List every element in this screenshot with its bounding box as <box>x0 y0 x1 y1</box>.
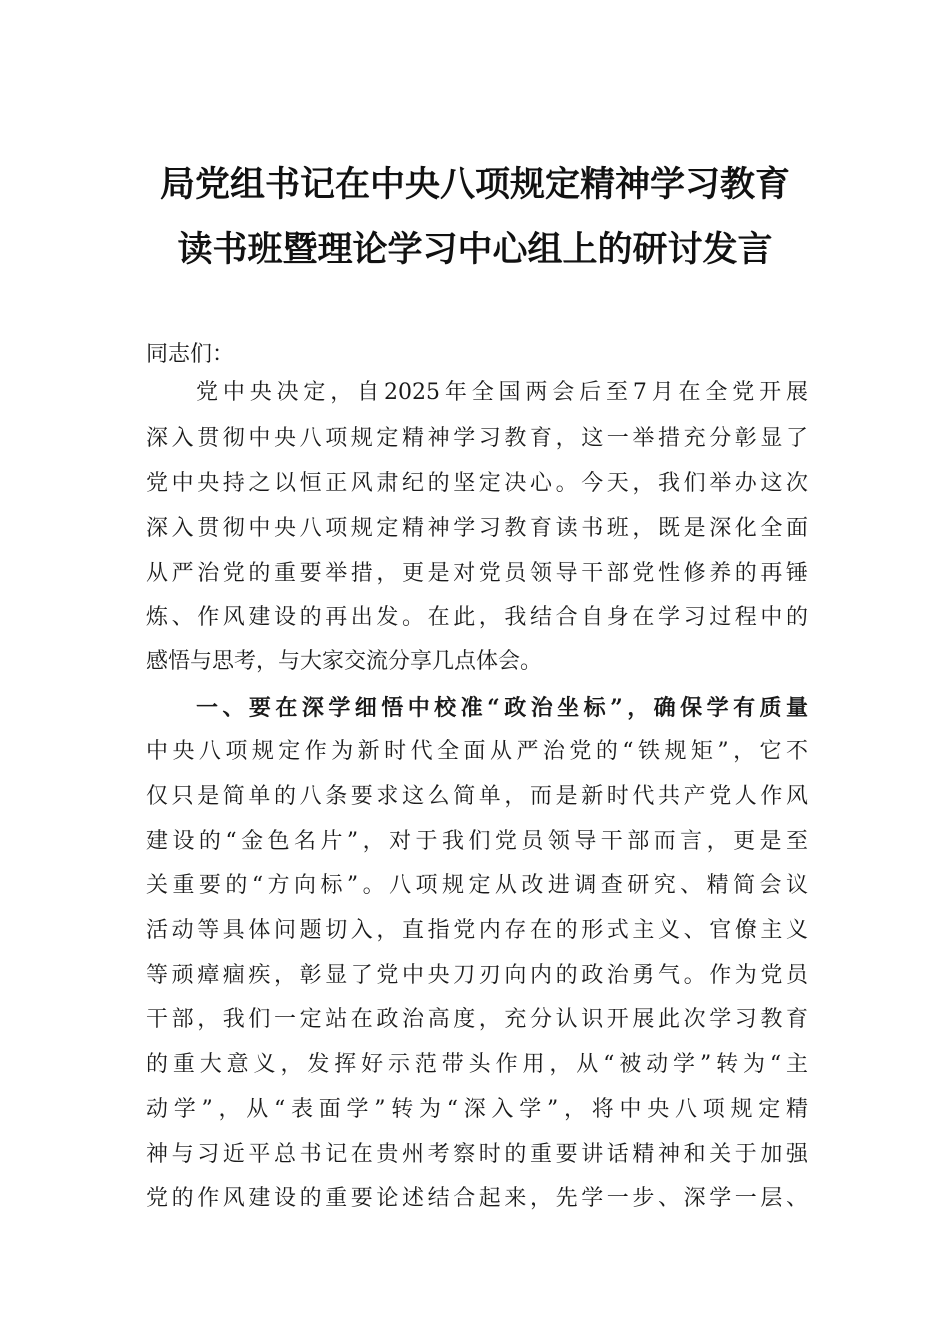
paragraph-1-line: 炼、作风建设的再出发。在此，我结合自身在学习过程中的 <box>146 605 808 630</box>
section-1-line: 动学”，从“表面学”转为“深入学”，将中央八项规定精 <box>146 1097 808 1122</box>
section-1-line: 干部，我们一定站在政治高度，充分认识开展此次学习教育 <box>146 1007 808 1032</box>
paragraph-1-line: 党中央决定，自2025年全国两会后至7月在全党开展 <box>196 380 808 405</box>
paragraph-1-line: 党中央持之以恒正风肃纪的坚定决心。今天，我们举办这次 <box>146 471 808 496</box>
section-1-line: 神与习近平总书记在贵州考察时的重要讲话精神和关于加强 <box>146 1142 808 1167</box>
paragraph-1-line: 深入贯彻中央八项规定精神学习教育读书班，既是深化全面 <box>146 516 808 541</box>
salutation: 同志们： <box>146 342 235 367</box>
section-1-line: 中央八项规定作为新时代全面从严治党的“铁规矩”，它不 <box>146 739 808 764</box>
section-1-line: 仅只是简单的八条要求这么简单，而是新时代共产党人作风 <box>146 784 808 809</box>
section-1-line: 党的作风建设的重要论述结合起来，先学一步、深学一层、 <box>146 1186 808 1211</box>
section-1-line: 建设的“金色名片”，对于我们党员领导干部而言，更是至 <box>146 829 808 854</box>
document-title-line-2: 读书班暨理论学习中心组上的研讨发言 <box>177 229 773 270</box>
paragraph-1-line: 从严治党的重要举措，更是对党员领导干部党性修养的再锤 <box>146 561 808 586</box>
section-1-line: 关重要的“方向标”。八项规定从改进调查研究、精简会议 <box>146 873 808 898</box>
section-1-line: 等顽瘴痼疾，彰显了党中央刀刃向内的政治勇气。作为党员 <box>146 963 808 988</box>
paragraph-1-line: 深入贯彻中央八项规定精神学习教育，这一举措充分彰显了 <box>146 426 808 451</box>
section-1-heading: 一、要在深学细悟中校准“政治坐标”，确保学有质量 <box>196 695 808 721</box>
section-1-line: 活动等具体问题切入，直指党内存在的形式主义、官僚主义 <box>146 918 808 943</box>
paragraph-1-line: 感悟与思考，与大家交流分享几点体会。 <box>146 649 543 674</box>
section-1-line: 的重大意义，发挥好示范带头作用，从“被动学”转为“主 <box>146 1052 808 1077</box>
document-title-line-1: 局党组书记在中央八项规定精神学习教育 <box>159 164 790 205</box>
